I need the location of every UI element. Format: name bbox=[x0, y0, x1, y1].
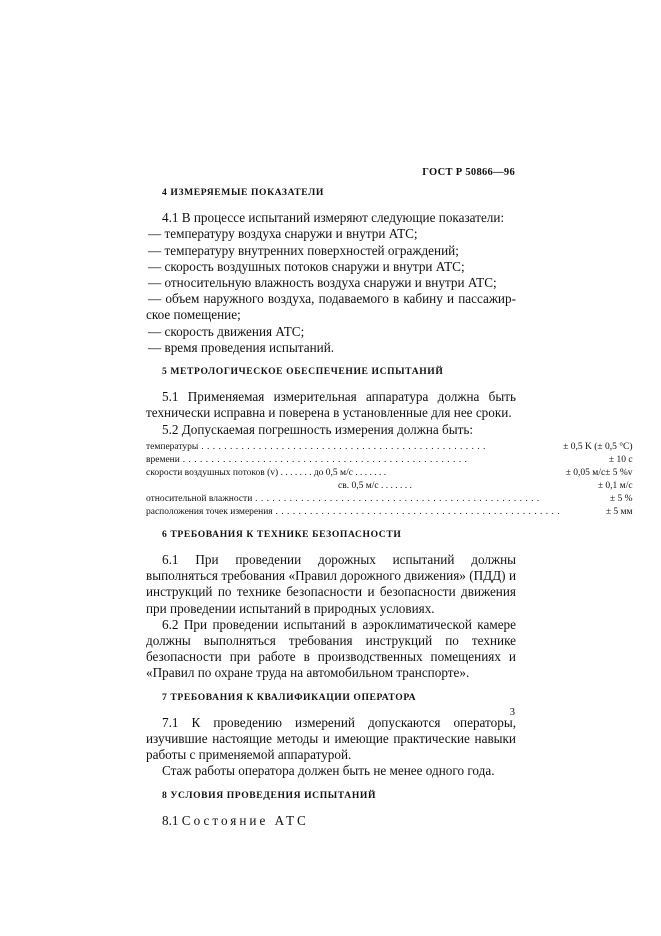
paragraph-7-2: Стаж работы оператора должен быть не менее одного года. bbox=[162, 763, 495, 779]
table-row bbox=[146, 506, 633, 519]
section-4-heading: 4 ИЗМЕРЯЕМЫЕ ПОКАЗАТЕЛИ bbox=[162, 187, 324, 198]
list-item: — температуру воздуха снаружи и внутри АТС; bbox=[148, 226, 418, 242]
document-header-code: ГОСТ Р 50866—96 bbox=[422, 167, 515, 178]
tolerance-label-text: скорости воздушных потоков (v) bbox=[146, 467, 279, 478]
paragraph-7-1: 7.1 К проведению измерений допускаются операторы, изучившие настоящие методы и имеющие практические навыки работы с применяемой аппаратурой. bbox=[146, 714, 516, 763]
tolerance-value: ± 5 мм bbox=[605, 506, 633, 517]
tolerance-value: ± 0,1 м/с bbox=[597, 480, 633, 491]
subsection-number: 8.1 bbox=[162, 812, 179, 828]
section-4-intro: 4.1 В процессе испытаний измеряют следующие показатели: bbox=[162, 210, 505, 226]
tolerance-condition: до 0,5 м/с bbox=[313, 467, 353, 478]
list-item: — скорость движения АТС; bbox=[148, 323, 305, 339]
section-7-body bbox=[146, 715, 516, 780]
tolerance-label: расположения точек измерения . . . bbox=[146, 506, 560, 519]
paragraph-6-1: 6.1 При проведении дорожных испытаний должны выполняться требования «Правил дорожного движения» (ПДД) и инструкций по технике безопасности и безопасности движения при проведении испытаний в природных условиях. bbox=[146, 552, 516, 616]
tolerance-table bbox=[146, 441, 633, 519]
paragraph-5-2: 5.2 Допускаемая погрешность измерения должна быть: bbox=[162, 421, 474, 437]
list-item: — температуру внутренних поверхностей ограждений; bbox=[148, 242, 459, 258]
section-6-heading: 6 ТРЕБОВАНИЯ К ТЕХНИКЕ БЕЗОПАСНОСТИ bbox=[162, 528, 402, 540]
subsection-8-1 bbox=[146, 813, 516, 829]
tolerance-value: ± 0,05 м/с± 5 %v bbox=[565, 467, 633, 478]
section-7-heading: 7 ТРЕБОВАНИЯ К КВАЛИФИКАЦИИ ОПЕРАТОРА bbox=[162, 691, 417, 703]
tolerance-value: ± 5 % bbox=[609, 493, 633, 504]
page-content bbox=[146, 185, 633, 829]
table-row bbox=[146, 467, 633, 480]
section-6-body bbox=[146, 552, 516, 682]
tolerance-label: скорости воздушных потоков (v) . . . . . . . до 0,5 м/с . . . . . . . bbox=[146, 467, 387, 478]
list-item: — объем наружного воздуха, подаваемого в кабину и пассажирское помещение; bbox=[146, 291, 516, 323]
section-5-body bbox=[146, 389, 633, 519]
tolerance-label: св. 0,5 м/с . . . . . . . bbox=[338, 480, 412, 491]
tolerance-value: ± 10 с bbox=[608, 454, 633, 465]
list-item: — скорость воздушных потоков снаружи и внутри АТС; bbox=[148, 258, 465, 274]
section-4-body bbox=[146, 210, 516, 356]
list-item: — относительную влажность воздуха снаружи и внутри АТС; bbox=[148, 275, 497, 291]
table-row bbox=[146, 480, 633, 493]
tolerance-label: относительной влажности . . . bbox=[146, 493, 560, 506]
paragraph-6-2: 6.2 При проведении испытаний в аэроклиматической камере должны выполняться требования инструкций по технике безопасности при работе в производственных помещениях и «Правил по охране труда на автомобильном транспорте». bbox=[146, 616, 516, 681]
table-row bbox=[146, 454, 633, 467]
tolerance-value: ± 0,5 K (± 0,5 °C) bbox=[563, 441, 633, 452]
tolerance-condition: св. 0,5 м/с bbox=[338, 480, 379, 491]
table-row bbox=[146, 441, 633, 454]
subsection-title: Состояние АТС bbox=[181, 812, 309, 828]
list-item: — время проведения испытаний. bbox=[148, 339, 335, 355]
section-5-heading: 5 МЕТРОЛОГИЧЕСКОЕ ОБЕСПЕЧЕНИЕ ИСПЫТАНИЙ bbox=[162, 366, 444, 378]
tolerance-label: времени . . . bbox=[146, 454, 560, 467]
paragraph-5-1: 5.1 Применяемая измерительная аппаратура должна быть технически исправна и поверена в установленные для нее сроки. bbox=[146, 389, 516, 421]
table-row bbox=[146, 493, 633, 506]
tolerance-label: температуры . . . bbox=[146, 441, 560, 454]
page-number: 3 bbox=[509, 707, 515, 718]
section-8-heading: 8 УСЛОВИЯ ПРОВЕДЕНИЯ ИСПЫТАНИЙ bbox=[162, 789, 377, 801]
